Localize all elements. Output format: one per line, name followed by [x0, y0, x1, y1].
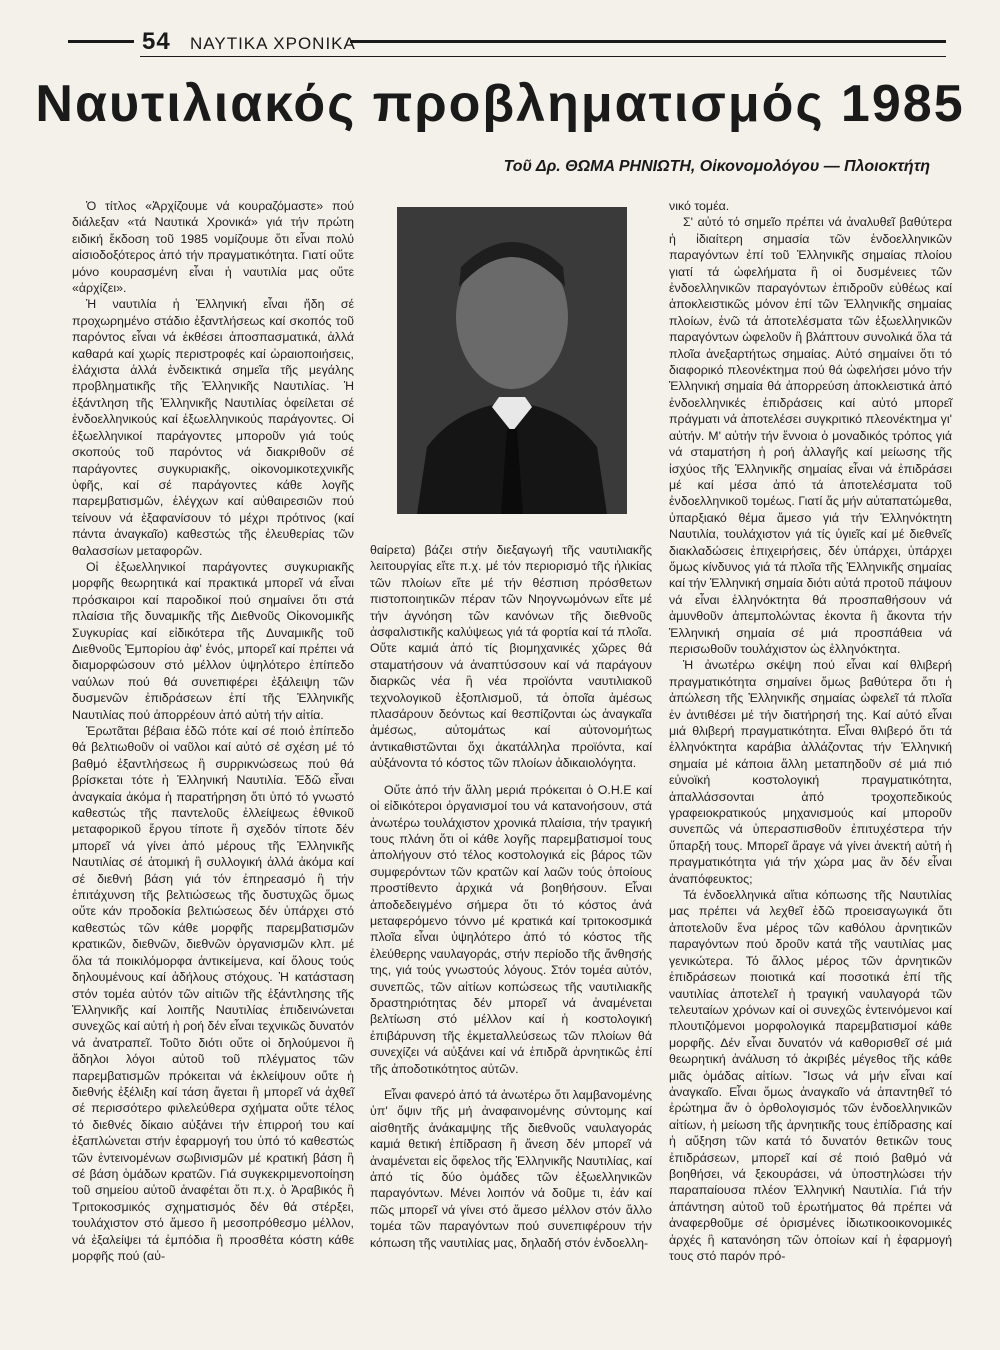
author-portrait-icon [397, 207, 627, 514]
article-column-2 [370, 542, 652, 1251]
header-rule-under [140, 56, 946, 57]
article-column-3 [669, 198, 952, 1264]
section-title: ΝΑΥΤΙΚΑ ΧΡΟΝΙΚΑ [190, 34, 356, 53]
paragraph: Ὁ τίτλος «Ἀρχίζουμε νά κουραζόμαστε» πού διάλεξαν «τά Ναυτικά Χρονικά» γιά τήν πρώτη ειδική ἔκδοση τοῦ 1985 νομίζουμε ὅτι εἶναι πολύ αἰσιοδοξότερος ἀπό τήν πραγματικότητα. Γιατί οὔτε μόνο κουρασμένη εἶναι ἡ ναυτιλία μας οὔτε «ἀρχίζει». [72, 199, 354, 296]
header-rule-right [350, 40, 946, 43]
paragraph: Εἶναι φανερό ἀπό τά ἀνωτέρω ὅτι λαμβανομένης ὑπ' ὄψιν τῆς μή ἀναφαινομένης σύντομης καί αἰσθητῆς ἀνάκαμψης τῆς διεθνοῦς ναυλαγοράς καμιά θετική ἐπίδραση ἢ ἄνεση δέν μπορεῖ νά ἀναμένεται εἰς ὄφελος τῆς Ἑλληνικῆς Ναυτιλίας, καί ἀπό τίς δύο ὁμάδες τῶν ἐξωελληνικῶν παραγόντων. Μένει λοιπόν νά δοῦμε τι, ἐάν καί πῶς μπορεῖ νά γίνει στό ἄμεσο μέλλον στόν ἄλλο τομέα τῶν παραγόντων πού συνεπιφέρουν τήν κόπωση τῆς ναυτιλίας μας, δηλαδή στόν ἐνδοελλη- [370, 1088, 652, 1250]
paragraph: Οἱ ἐξωελληνικοί παράγοντες συγκυριακῆς μορφῆς θεωρητικά καί πρακτικά μπορεῖ νά εἶναι πρόσκαιροι καί παροδικοί πού σημαίνει ὅτι στά πλαίσια τῆς δυναμικῆς τῆς Διεθνοῦς Οἰκονομικῆς Συγκυρίας καί εἰδικότερα τῆς Δυναμικῆς τοῦ Διεθνοῦς Ἐμπορίου ἀφ' ἑνός, μπορεῖ καί πρέπει νά διαμορφώσουν στό μέλλον ὑψηλότερο ἐπίπεδο ναύλων πού θά συνεπιφέρει ἐξάλειψη τῶν δυσμενῶν ἐπιδράσεων ἐπί τῆς Ἑλληνικῆς Ναυτιλίας πού ἀπορρέουν ἀπό αὐτή τήν αἰτία. [72, 559, 354, 722]
author-photo [397, 207, 627, 514]
paragraph: θαίρετα) βάζει στήν διεξαγωγή τῆς ναυτιλιακῆς λειτουργίας εἴτε π.χ. μέ τόν περιορισμό τῆς ἡλικίας τῶν πλοίων εἴτε μέ τήν θέσπιση πρόσθετων πιστοποιητικῶν πέραν τῶν Νηογνωμόνων εἴτε μέ τήν ἀγνόηση τῶν κανόνων τῆς διεθνοῦς ἀσφαλιστικῆς καλύψεως γιά τά φορτία καί τά πλοῖα. Οὔτε καμιά ἀπό τίς βιομηχανικές χῶρες θά σταματήσουν νά ἀναπτύσσουν καί νά παράγουν διαρκῶς νέα ἢ νέα προϊόντα ναυτιλιακοῦ τεχνολογικοῦ ἐξοπλισμοῦ, τά ὁποῖα ἀμέσως πλασάρουν δεόντως καί θεσπίζονται ὡς ἀναγκαῖα ἀμέσως, αὐτομάτως καί αὐτονομήτως ἀντικαθιστῶνται ὄχι ἀκατάλληλα προϊόντα, καί αὐξάνοντα τό κόστος τῶν πλοίων ἀδικαιολόγητα. [370, 543, 652, 771]
paragraph: Οὔτε ἀπό τήν ἄλλη μεριά πρόκειται ὁ Ο.Η.Ε καί οἱ εἰδικότεροι ὀργανισμοί του νά κατανοήσουν, στά ἀνωτέρω τουλάχιστον χρονικά πλαίσια, τήν τραγική τους πλάνη ὅτι οἱ κάθε λογῆς παρεμβατισμοί τους ἀπολήγουν στό τέλος κοστολογικά εἰς βάρος τῶν συμφερόντων τῶν κρατῶν καί λαῶν τούς ὁποίους προστίθεντο ἀρχικά νά βοηθήσουν. Εἶναι ἀποδεδειγμένο σήμερα ὅτι τό κόστος ἀνά μεταφερόμενο τόννο μέ κρατικά καί τριτοκοσμικά πλοῖα εἶναι ὑψηλότερο ἀπό τό κόστος τῆς ἐλεύθερης ναυλαγοράς, στήν περίοδο τῆς ἄνθησής της, γιά τούς γνωστούς λόγους. Στόν τομέα αὐτόν, συνεπῶς, τῶν αἰτίων κοπώσεως τῆς ναυτιλιακῆς δραστηριότητας δέν μπορεῖ νά ἀναμένεται βελτίωση στό μέλλον καί ἡ κοστολογική ἐπιβάρυνση τῆς ἐκμεταλλεύσεως τῶν πλοίων θά συνεχίζει νά αὐξάνει καί νά ἐπιδρᾶ ἀρνητικῶς ἐπί τῆς ἀποδοτικότητος αὐτῶν. [370, 782, 652, 1076]
article-title: Ναυτιλιακός προβληματισμός 1985 [35, 75, 965, 133]
paragraph: νικό τομέα. [669, 199, 730, 213]
paragraph: Ἡ ἀνωτέρω σκέψη πού εἶναι καί θλιβερή πραγματικότητα σημαίνει ὅμως βαθύτερα ὅτι ἡ ἀπώλεση τῆς Ἑλληνικῆς σημαίας ὠφελεῖ τά πλοῖα ἐν ἀντιθέσει μέ τήν διατήρησή της. Καί αὐτό εἶναι μιά θλιβερή πραγματικότητα. Εἶναι θλιβερό ὅτι τά ἑλληνόκτητα καράβια ἀλλάζοντας τήν Ἑλληνική σημαία μέ κάποια ἄλλη μεταπηδοῦν σέ μιά πιό εὐνοϊκή κοστολογική πραγματικότητα, ἀπαλλάσσονται ἀπό τροχοπεδικούς γραφειοκρατικούς μηχανισμούς καί μποροῦν συνεπῶς νά ὑπερασπισθοῦν ἐπιτυχέστερα τήν ὕπαρξή τους. Μπορεῖ ἄραγε νά γίνει ἀνεκτή αὐτή ἡ πραγματικότητα γιά τήν χώρα μας ἂν δέν εἶναι ἀναπόφευκτος; [669, 658, 952, 886]
article-byline: Τοῦ Δρ. ΘΩΜΑ ΡΗΝΙΩΤΗ, Οἰκονομολόγου — Πλοιοκτήτη [503, 158, 930, 175]
header-rule-left [68, 40, 134, 43]
paragraph: Ἡ ναυτιλία ἡ Ἑλληνική εἶναι ἤδη σέ προχωρημένο στάδιο ἐξαντλήσεως καί σκοπός τοῦ παρόντος εἶναι νά ἐκθέσει ἀποσπασματικά, ἀλλά καθαρά καί χωρίς περιστροφές καί ὡραιοποιήσεις, ἐλάχιστα ἀλλά ἐνδεικτικά σημεῖα τῆς μεγάλης προβληματικῆς τῆς Ἑλληνικῆς Ναυτιλίας. Ἡ ἐξάντληση τῆς Ἑλληνικῆς Ναυτιλίας ὀφείλεται σέ ἐνδοελληνικούς καί ἐξωελληνικούς παράγοντες. Οἱ ἐξωελληνικοί παράγοντες μποροῦν γιά τούς σκοπούς τοῦ παρόντος νά διακριθοῦν σέ παράγοντες συγκυριακῆς, οἰκονομικοτεχνικῆς ὑφῆς, καί σέ παράγοντες κάθε λογῆς παρεμβατισμῶν, ἐλέγχων καί αὐθαιρεσιῶν πού τείνουν νά ἐξαφανίσουν τό μέχρι πρότινος (καί πάντα ἀναγκαῖο) καθεστώς τῆς ἐλευθερίας τῶν θαλασσίων μεταφορῶν. [72, 297, 354, 558]
page-number: 54 [142, 28, 171, 55]
paragraph: Ἐρωτᾶται βέβαια ἐδῶ πότε καί σέ ποιό ἐπίπεδο θά βελτιωθοῦν οἱ ναῦλοι καί αὐτό σέ σχέση μέ τό βαθμό ἐξαντλήσεως ἢ συρρικνώσεως πού θά βρίσκεται τότε ἡ Ἑλληνική Ναυτιλία. Ἐδῶ εἶναι ἀναγκαία ἀκόμα ἡ παρατήρηση ὅτι ὑπό τό γνωστό καθεστώς τῆς παντελοῦς ἐλλείψεως ἐθνικοῦ μεταφορικοῦ ἔργου τίποτε ἢ σχεδόν τίποτε δέν μπορεῖ νά γίνει ἀπό μέρους τῆς Ἑλληνικῆς Ναυτιλίας σέ ἀτομική ἢ συλλογική ἀλλά ἀκόμα καί σέ διεθνή βάση γιά τόν ἐπηρεασμό ἢ τήν ἐπιτάχυνση τῆς βελτιώσεως τῆς δυστυχῶς ὅμως οὔτε κάν προδοκία βελτιώσεως δέν ὑπάρχει στό καθεστώς τῶν κάθε μορφῆς παρεμβατισμῶν κρατικῶν, διεθνῶν, διεθνῶν ὀργανισμῶν κλπ. μέ ὅλα τά ποικιλόμορφα ἀντικείμενα, καί ὅλους τούς δηλουμένους καί ἀδήλους στόχους. Ἡ κατάσταση στόν τομέα αὐτόν τῶν αἰτιῶν τῆς ἐξάντλησης τῆς Ἑλληνικῆς καί λοιπῆς Ναυτιλίας ἐπιδεινώνεται συνεχῶς καί αὐτή ἡ ροή δέν εἶναι τεχνικῶς δυνατόν νά ἀνατραπεῖ. Τοῦτο διότι οὔτε οἱ δηλούμενοι ἢ ἄδηλοι λόγοι αὐτοῦ τοῦ πλέγματος τῶν παρεμβατισμῶν πρόκειται νά ἐκλείψουν οὔτε ἡ διεθνής ἐξέλιξη καί τάση ἄγεται ἢ μπορεῖ νά ἀχθεῖ σέ περισσότερο φιλελεύθερα σχήματα οὔτε τέλος τό διεθνές δίκαιο αὐξάνει τήν ἐπιρροή του καί ἐξαπλώνεται στήν ἐφαρμογή του ὑπό τό καθεστώς τῶν ἐντεινομένων σωβινισμῶν μέ κρατική βάση ἢ σέ βάση ὁμάδων κρατῶν. Γιά συγκεκριμενοποίηση τοῦ σημείου αὐτοῦ ἀναφέται ὅτι π.χ. ὁ Ἀραβικός ἢ Τριτοκοσμικός σχηματισμός δέν θά στέρξει, τουλάχιστον στό ἄμεσο ἢ μεσοπρόθεσμο μέλλον, νά ἐξαλείψει τά ἐμπόδια ἢ προσθέτα κόστη κάθε μορφῆς πού (αὐ- [72, 724, 354, 1263]
article-column-1 [72, 198, 354, 1264]
paragraph: Τά ἐνδοελληνικά αἴτια κόπωσης τῆς Ναυτιλίας μας πρέπει νά λεχθεῖ ἐδῶ προεισαγωγικά ὅτι ἀποτελοῦν ἕνα μέρος τῶν καθόλου ἀρνητικῶν παραγόντων πού δροῦν κατά τῆς ναυτιλίας μας γενικώτερα. Τό ἄλλος μέρος τῶν ἀρνητικῶν ἐπιδράσεων ποιοτικά καί ποσοτικά ἐπί τῆς ναυτιλίας ἀποτελεῖ ἡ τραγική ναυλαγορά τῶν τελευταίων χρόνων καί οἱ συνεχῶς ἐντεινόμενοι καί πλουτιζόμενοι μορφολογικά παρεμβατισμοί κάθε μορφῆς. Δέν εἶναι δυνατόν νά καθορισθεῖ σέ μιά θεωρητική ἀνάλυση τό ἀκριβές μέγεθος τῆς κάθε μιᾶς ὁμάδας αἰτίων. Ἴσως νά μήν εἶναι καί ἀναγκαῖο. Εἶναι ὅμως ἀναγκαῖο νά ἀπαντηθεῖ τό ἐρώτημα ἄν ὁ ὀρθολογισμός τῶν ἐνδοελληνικῶν αἰτίων, ἡ μείωση τῆς ἀρνητικῆς τους ἐπίδρασης καί ἡ αὔξηση τῶν κατά τό δυνατόν θετικῶν τους ἐπιδράσεων, μπορεῖ καί σέ ποιό βαθμό νά βοηθήσει, νά ξεκουράσει, νά ὑποστηλώσει τήν παραπαίουσα πλέον Ἑλληνική Ναυτιλία. Γιά τήν ἀπάντηση αὐτοῦ τοῦ ἐρωτήματος θά πρέπει νά ἀναφερθοῦμε σέ ὁρισμένες ἰδιωτικοοικονομικές ἀρχές ἢ κατανόηση τῶν ὁποίων καί ἡ ἐφαρμογή τους στό παρόν πρό- [669, 888, 952, 1263]
paragraph: Σ' αὐτό τό σημεῖο πρέπει νά ἀναλυθεῖ βαθύτερα ἡ ἰδιαίτερη σημασία τῶν ἐνδοελληνικῶν παραγόντων ἐπί τοῦ Ἑλληνικῆς σημαίας πλοίου γιατί τά ὠφελήματα ἢ οἱ δυσμένειες τῶν ἐνδοελληνικῶν παραγόντων ἐπιδροῦν εὐθέως καί ἀποκλειστικῶς μόνον ἐπί τῶν Ἑλληνικῆς σημαίας πλοίων, ἐνῶ τά ἀποτελέσματα τῶν ἐξωελληνικῶν παραγόντων ὠφελοῦν ἢ βλάπτουν συνολικά ὅλα τά πλοῖα ἀνεξαρτήτως σημαίας. Αὐτό σημαίνει ὅτι τό διαφορικό πλεονέκτημα πού θά ὠφελήσει μόνο τήν Ἑλληνική σημαία θά ἀπορρεύση ἀποκλειστικά ἀπό ἐνδοελληνικές ἐπιδράσεις καί αὐτό μπορεῖ πράγματι νά ἀποτελέσει συγκριτικό πλεονέκτημα γι' αὐτήν. Μ' αὐτήν τήν ἔννοια ὁ μοναδικός τρόπος γιά νά σταματήση ἡ ροή ἀλλαγῆς καί μείωσης τῆς ἰσχύος τῆς Ἑλληνικῆς σημαίας εἶναι νά ἐπιδράσει μέ καί μέσα ἀπό τά ἀποτελέσματα τοῦ ἐνδοελληνικοῦ τομέως. Γιατί ἄς μήν αὐταπατώμεθα, ὑπαρξιακό θέμα ἄμεσο γιά τήν Ἑλληνόκτητη Ναυτιλία, τουλάχιστον γιά τίς ὑγιεῖς καί μέ διεθνεῖς διακλαδώσεις ἐπιχειρήσεις, δέν ὑπάρχει, ὑπάρχει ὅμως κίνδυνος γιά τά πλοῖα τῆς Ἑλληνικῆς σημαίας καί τήν Ἑλληνική σημαία διότι αὐτά προτοῦ πάψουν νά εἶναι ἑλληνόκτητα θά προσπαθήσουν νά ἀμυνθοῦν ἀπεμπολώντας ἑκοντα ἢ ἄκοντα τήν Ἑλληνική σημαία σέ μιά προσπάθεια νά περισωθοῦν τουλάχιστον ὡς ἑλληνόκτητα. [669, 215, 952, 656]
